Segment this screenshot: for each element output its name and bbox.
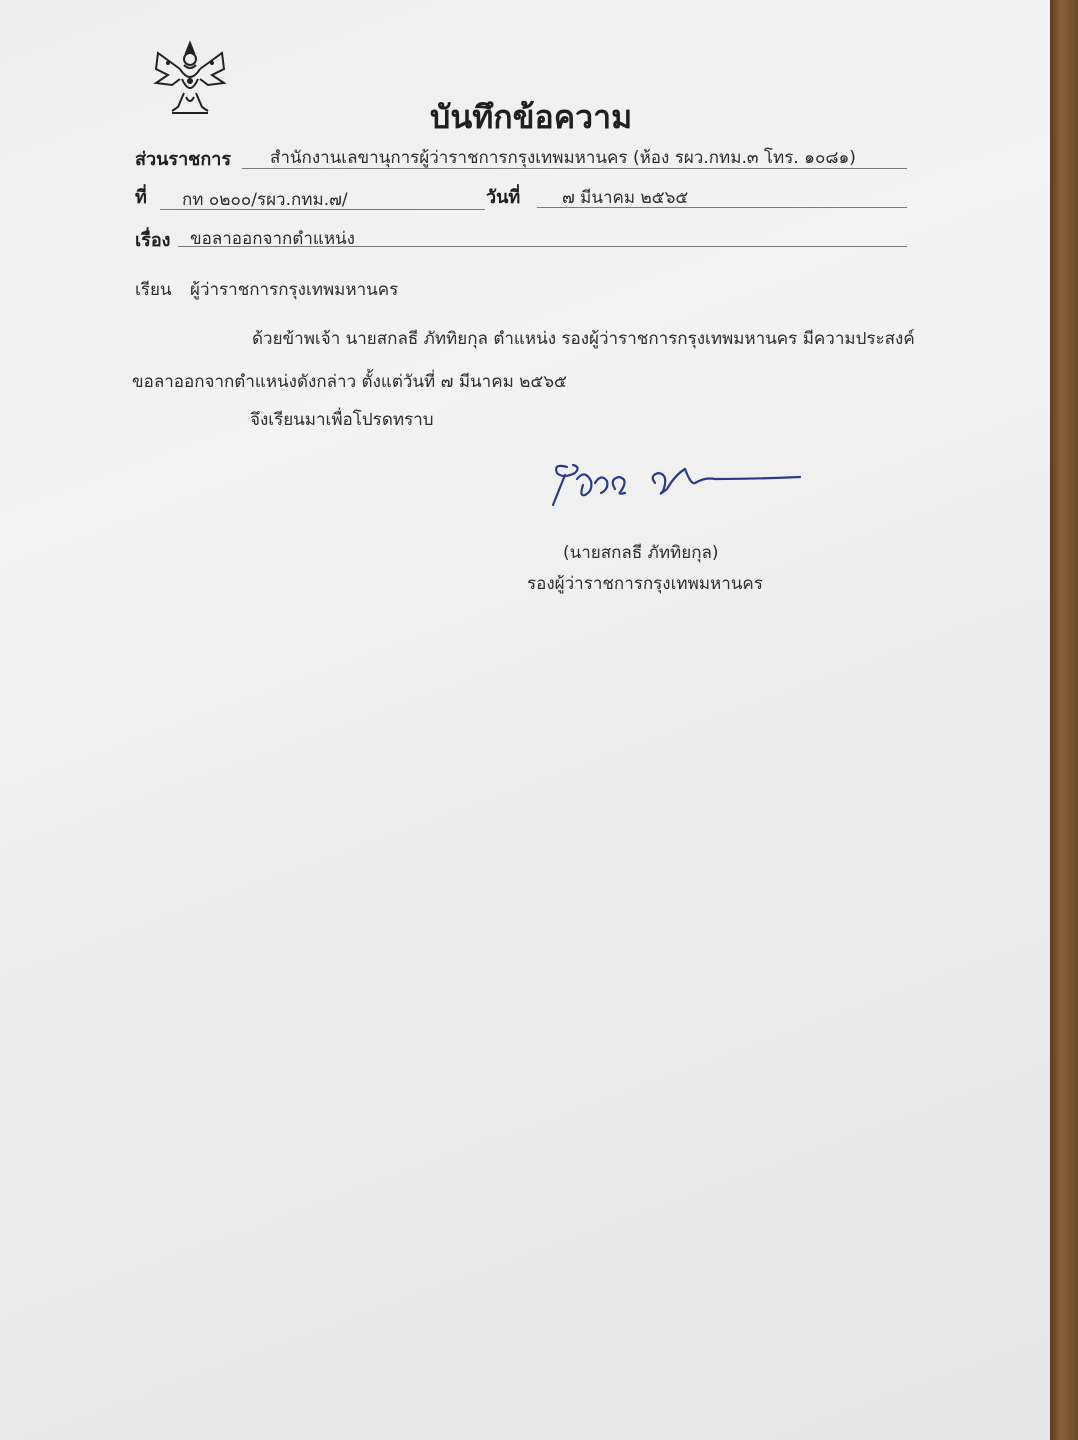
- subject-value: ขอลาออกจากตำแหน่ง: [190, 229, 355, 249]
- closing-text: จึงเรียนมาเพื่อโปรดทราบ: [250, 410, 434, 430]
- paragraph-line-1: ด้วยข้าพเจ้า นายสกลธี ภัททิยกุล ตำแหน่ง รองผู้ว่าราชการกรุงเทพมหานคร มีความประสงค์: [252, 329, 915, 349]
- department-rule: [242, 168, 907, 169]
- to-value: ผู้ว่าราชการกรุงเทพมหานคร: [190, 280, 399, 300]
- subject-label: เรื่อง: [135, 230, 171, 251]
- ref-value: กท ๐๒๐๐/รผว.กทม.๗/: [182, 190, 348, 210]
- desk-edge: [1050, 0, 1078, 1440]
- paragraph-line-2: ขอลาออกจากตำแหน่งดังกล่าว ตั้งแต่วันที่ ๗ มีนาคม ๒๕๖๕: [132, 372, 567, 392]
- memo-title: บันทึกข้อความ: [430, 98, 633, 136]
- signer-position: รองผู้ว่าราชการกรุงเทพมหานคร: [527, 574, 763, 594]
- department-value: สำนักงานเลขานุการผู้ว่าราชการกรุงเทพมหานคร (ห้อง รผว.กทม.๓ โทร. ๑๐๘๑): [270, 148, 856, 168]
- ref-label: ที่: [135, 187, 147, 208]
- subject-rule: [178, 246, 907, 247]
- date-rule: [537, 207, 907, 208]
- signer-name: (นายสกลธี ภัททิยกุล): [563, 543, 719, 563]
- date-value: ๗ มีนาคม ๒๕๖๕: [562, 188, 689, 208]
- date-label: วันที่: [486, 187, 521, 208]
- department-label: ส่วนราชการ: [135, 149, 232, 170]
- ref-rule: [160, 209, 485, 210]
- handwritten-signature: [545, 455, 810, 515]
- garuda-emblem-icon: [150, 35, 230, 120]
- to-label: เรียน: [135, 280, 172, 300]
